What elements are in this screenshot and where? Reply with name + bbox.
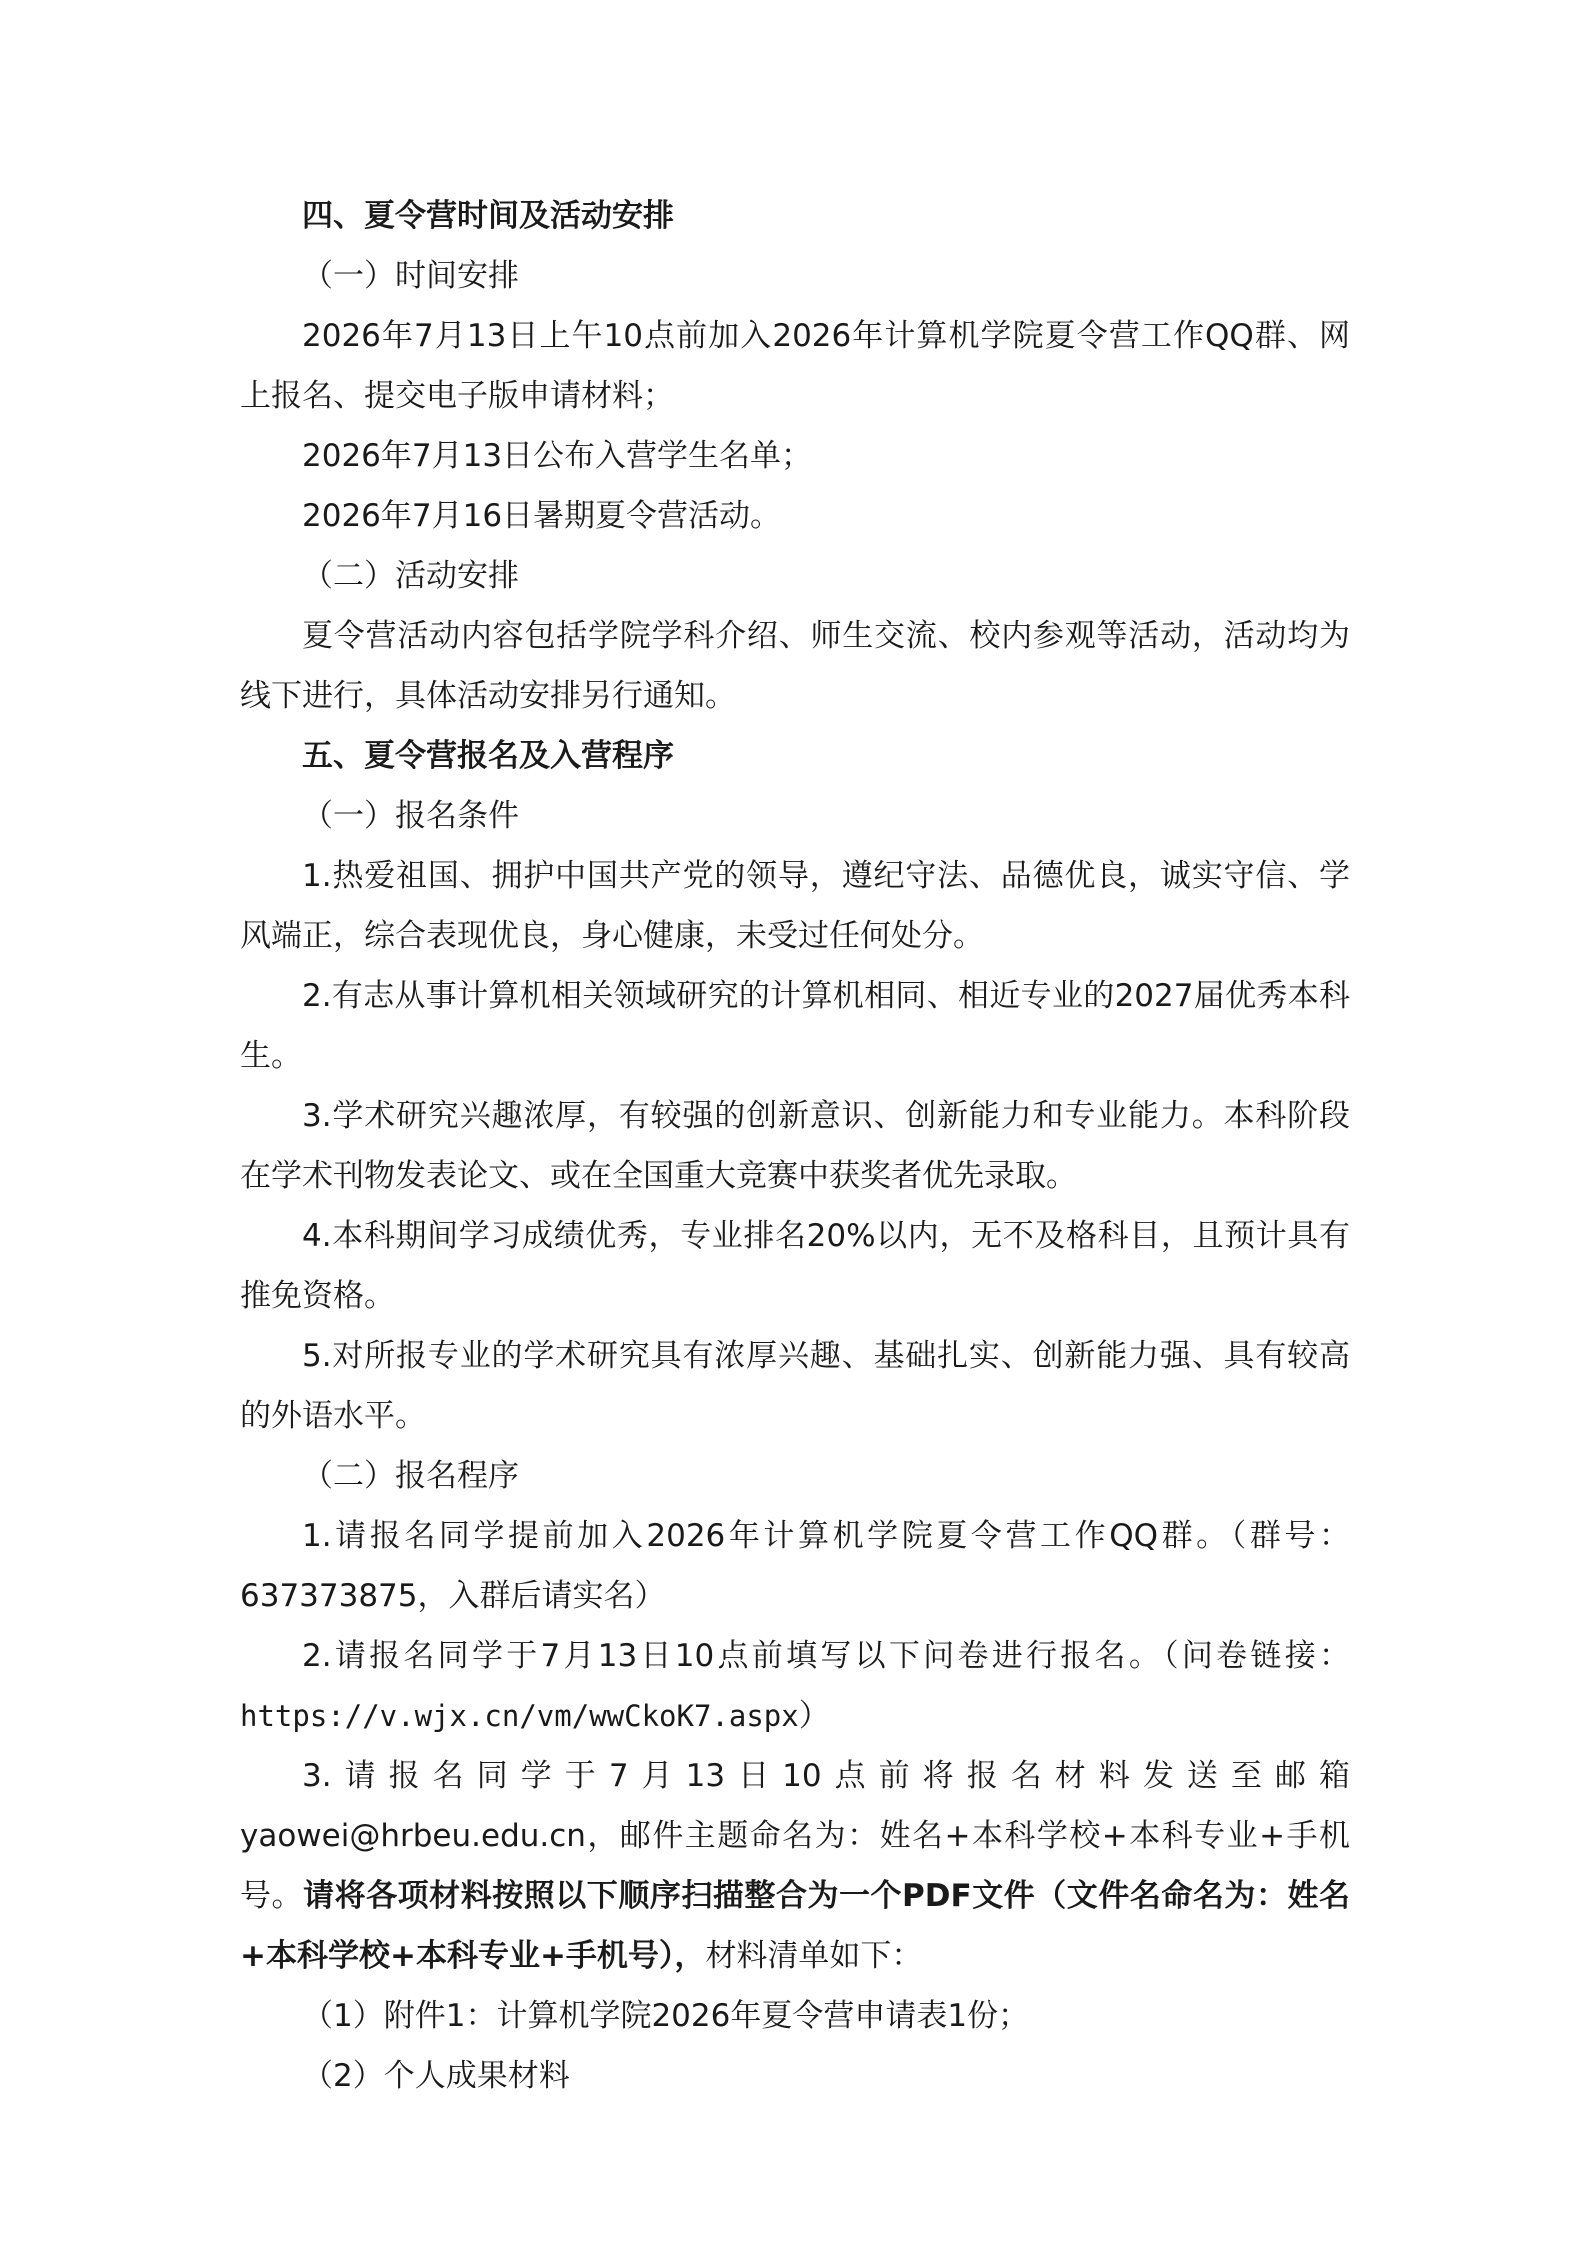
procedure-item-qq-group: 1.请报名同学提前加入2026年计算机学院夏令营工作QQ群。（群号：637373875，入群后请实名） bbox=[240, 1518, 1350, 1614]
condition-item: 5.对所报专业的学术研究具有浓厚兴趣、基础扎实、创新能力强、具有较高的外语水平。 bbox=[240, 1338, 1350, 1434]
condition-item: 1.热爱祖国、拥护中国共产党的领导，遵纪守法、品德优良，诚实守信、学风端正，综合表现优良，身心健康，未受过任何处分。 bbox=[240, 858, 1350, 954]
schedule-item: 2026年7月13日公布入营学生名单； bbox=[302, 438, 813, 474]
survey-text: 2.请报名同学于7月13日10点前填写以下问卷进行报名。（问卷链接： bbox=[302, 1638, 1350, 1674]
email-instruction: 3.请报名同学于7月13日10点前将报名材料发送至邮箱yaowei@hrbeu.edu.cn，邮件主题命名为：姓名+本科学校+本科专业+手机号。 bbox=[240, 1758, 1350, 1914]
subsection-heading-activities: （二）活动安排 bbox=[302, 558, 519, 594]
procedure-item-survey bbox=[240, 1626, 1350, 1746]
condition-item: 2.有志从事计算机相关领域研究的计算机相同、相近专业的2027届优秀本科生。 bbox=[240, 978, 1350, 1074]
section-heading-5: 五、夏令营报名及入营程序 bbox=[302, 738, 674, 774]
survey-text-end: ） bbox=[798, 1698, 830, 1734]
subsection-heading-time: （一）时间安排 bbox=[302, 258, 519, 294]
material-list-item: （1）附件1：计算机学院2026年夏令营申请表1份； bbox=[302, 1998, 1030, 2034]
condition-item: 3.学术研究兴趣浓厚，有较强的创新意识、创新能力和专业能力。本科阶段在学术刊物发表论文、或在全国重大竞赛中获奖者优先录取。 bbox=[240, 1098, 1350, 1194]
procedure-item-email bbox=[240, 1746, 1350, 1986]
survey-link[interactable]: https://v.wjx.cn/vm/wwCkoK7.aspx bbox=[240, 1699, 799, 1733]
email-instruction-end: 材料清单如下： bbox=[705, 1938, 923, 1974]
document-body bbox=[240, 186, 1350, 2106]
condition-item: 4.本科期间学习成绩优秀，专业排名20%以内，无不及格科目，且预计具有推免资格。 bbox=[240, 1218, 1350, 1314]
activities-paragraph: 夏令营活动内容包括学院学科介绍、师生交流、校内参观等活动，活动均为线下进行，具体活动安排另行通知。 bbox=[240, 618, 1350, 714]
schedule-item: 2026年7月13日上午10点前加入2026年计算机学院夏令营工作QQ群、网上报名、提交电子版申请材料； bbox=[240, 318, 1350, 414]
section-heading-4: 四、夏令营时间及活动安排 bbox=[302, 198, 674, 234]
subsection-heading-conditions: （一）报名条件 bbox=[302, 798, 519, 834]
email-instruction-bold: 请将各项材料按照以下顺序扫描整合为一个PDF文件（文件名命名为：姓名+本科学校+本科专业+手机号）， bbox=[240, 1878, 1350, 1974]
subsection-heading-procedure: （二）报名程序 bbox=[302, 1458, 519, 1494]
material-list-item: （2）个人成果材料 bbox=[302, 2058, 570, 2094]
schedule-item: 2026年7月16日暑期夏令营活动。 bbox=[302, 498, 782, 534]
